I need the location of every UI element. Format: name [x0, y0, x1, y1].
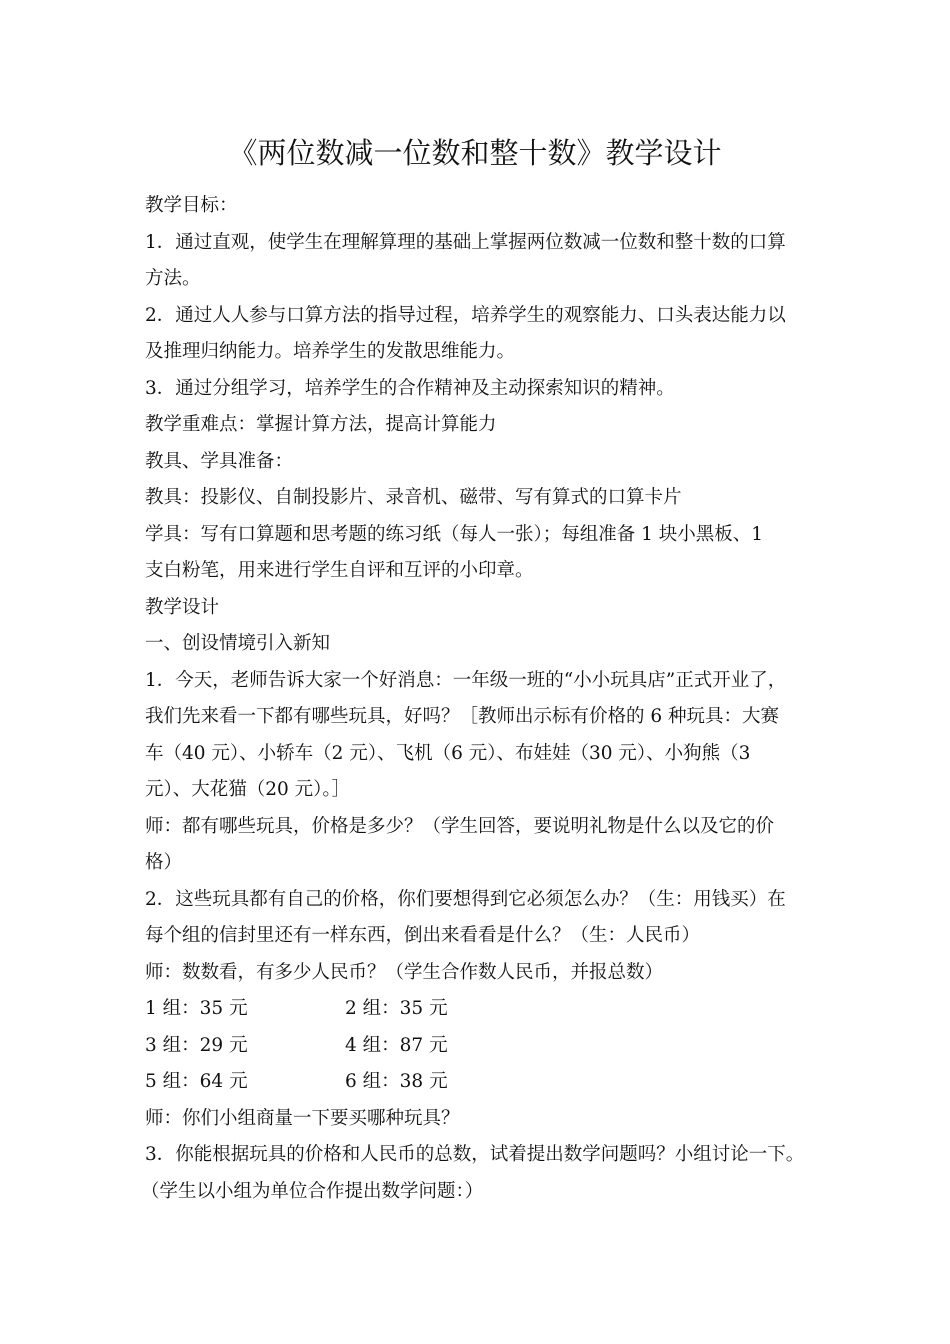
text-line: 1．今天，老师告诉大家一个好消息：一年级一班的“小小玩具店”正式开业了，	[145, 669, 787, 691]
text-line: 及推理归纳能力。培养学生的发散思维能力。	[145, 341, 516, 362]
group-amount: 5 组：64 元	[145, 1071, 248, 1092]
text-line: 教学目标：	[145, 195, 238, 216]
text-line: 学具：写有口算题和思考题的练习纸（每人一张）；每组准备 1 块小黑板、1	[145, 523, 764, 545]
text-line: 师：数数看，有多少人民币？（学生合作数人民币，并报总数）	[145, 961, 664, 983]
text-line: 车（40 元）、小轿车（2 元）、飞机（6 元）、布娃娃（30 元）、小狗熊（3	[145, 742, 751, 764]
group-amount: 2 组：35 元	[345, 998, 448, 1019]
text-line: 元）、大花猫（20 元）。］	[145, 779, 351, 800]
text-line: 教学设计	[145, 596, 220, 618]
text-line: 教具、学具准备：	[145, 450, 294, 472]
text-line: 支白粉笔，用来进行学生自评和互评的小印章。	[145, 560, 534, 581]
text-line: 教学重难点：掌握计算方法，提高计算能力	[145, 414, 497, 435]
group-row	[145, 1064, 825, 1101]
document-body	[141, 188, 825, 1210]
text-line: 每个组的信封里还有一样东西，倒出来看看是什么？（生：人民币）	[145, 925, 701, 946]
text-line: 格）	[145, 852, 183, 873]
text-line: 我们先来看一下都有哪些玩具，好吗？［教师出示标有价格的 6 种玩具：大赛	[145, 706, 780, 727]
text-line: 一、创设情境引入新知	[145, 633, 331, 654]
group-amount: 4 组：87 元	[345, 1034, 448, 1056]
text-line: 师：你们小组商量一下要买哪种玩具？	[145, 1107, 460, 1129]
group-row	[145, 1028, 825, 1065]
text-line: 方法。	[145, 268, 201, 289]
text-line: 3．通过分组学习，培养学生的合作精神及主动探索知识的精神。	[145, 377, 675, 399]
text-line: 师：都有哪些玩具，价格是多少？（学生回答，要说明礼物是什么以及它的价	[145, 815, 775, 837]
group-amount: 1 组：35 元	[145, 998, 248, 1019]
group-amount: 6 组：38 元	[345, 1071, 448, 1092]
document-title: 《两位数减一位数和整十数》教学设计	[228, 136, 722, 170]
text-line: 2．这些玩具都有自己的价格，你们要想得到它必须怎么办？（生：用钱买）在	[145, 888, 786, 910]
group-row	[145, 991, 825, 1028]
text-line: （学生以小组为单位合作提出数学问题：）	[141, 1180, 484, 1202]
group-amount: 3 组：29 元	[145, 1034, 248, 1056]
text-line: 2．通过人人参与口算方法的指导过程，培养学生的观察能力、口头表达能力以	[145, 304, 786, 326]
text-line: 教具：投影仪、自制投影片、录音机、磁带、写有算式的口算卡片	[145, 487, 682, 508]
text-line: 1．通过直观，使学生在理解算理的基础上掌握两位数减一位数和整十数的口算	[145, 231, 786, 253]
text-line: 3．你能根据玩具的价格和人民币的总数，试着提出数学问题吗？小组讨论一下。	[145, 1144, 805, 1165]
